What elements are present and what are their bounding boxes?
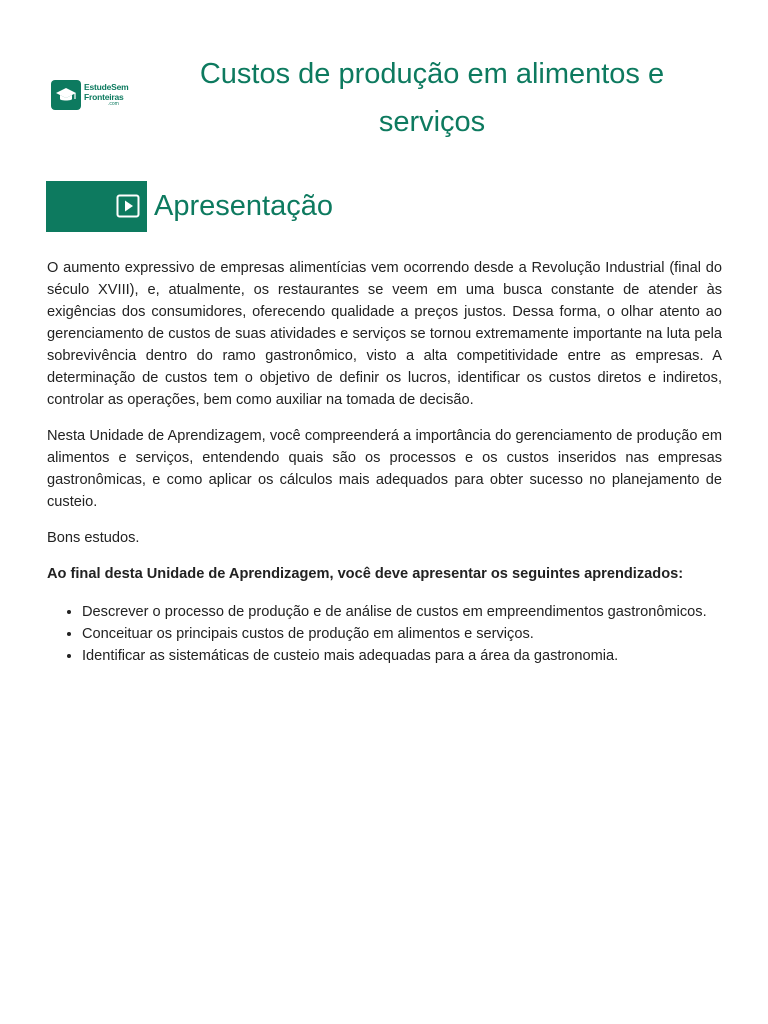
list-item: • Identificar as sistemáticas de custeio mais adequadas para a área da gastronomia.	[82, 645, 722, 667]
objectives-intro: Ao final desta Unidade de Aprendizagem, você deve apresentar os seguintes aprendizados:	[47, 566, 684, 582]
list-item: • Descrever o processo de produção e de análise de custos em empreendimentos gastronômicos.	[82, 601, 722, 623]
paragraph-unit-overview: Nesta Unidade de Aprendizagem, você compreenderá a importância do gerenciamento de produção em alimentos e serviços, entendendo quais são os processos e os custos inseridos nas empresas gastronômicas, e como aplicar os cálculos mais adequados para obter sucesso no planejamento de custeio.	[47, 428, 722, 510]
logo-line-2: Fronteiras	[84, 91, 124, 102]
logo-line-1: EstudeSem	[84, 82, 129, 92]
logo-badge	[51, 80, 81, 110]
logo-line-3: .com	[108, 101, 119, 107]
objectives-list	[47, 601, 722, 667]
graduation-cap-icon	[55, 86, 77, 104]
paragraph-intro: O aumento expressivo de empresas alimentícias vem ocorrendo desde a Revolução Industrial (final do século XVIII), e, atualmente, os restaurantes se veem em uma busca constante de atender às exigências dos consumidores, oferecendo qualidade a preços justos. Dessa forma, o olhar atento ao gerenciamento de custos de suas atividades e serviços se tornou extremamente importante na luta pela sobrevivência dentro do ramo gastronômico, visto a alta competitividade entre as empresas. A determinação de custos tem o objetivo de definir os lucros, identificar os custos diretos e indiretos, controlar as operações, bem como auxiliar na tomada de decisão.	[47, 260, 722, 408]
section-heading: Apresentação	[154, 190, 333, 222]
list-item: • Conceituar os principais custos de produção em alimentos e serviços.	[82, 623, 722, 645]
document-title: Custos de produção em alimentos e serviços	[199, 58, 665, 138]
presentation-content	[47, 257, 722, 667]
logo-wordmark	[84, 83, 129, 107]
estudesemfronteiras-logo	[51, 79, 143, 111]
play-icon	[116, 194, 140, 218]
paragraph-greeting: Bons estudos.	[47, 530, 140, 546]
